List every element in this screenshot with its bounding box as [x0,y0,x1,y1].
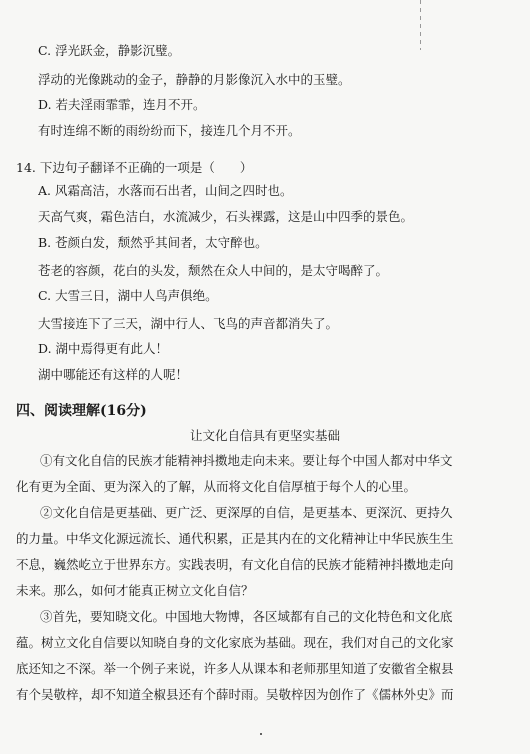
paragraph-line: 的力量。中华文化源远流长、通代积累，正是其内在的文化精神让中华民族生生 [16,531,454,546]
paragraph-line: 底还知之不深。举一个例子来说，许多人从课本和老师那里知道了安徽省全椒县 [16,661,454,676]
paragraph-line: ②文化自信是更基础、更广泛、更深厚的自信，是更基本、更深沉、更持久 [40,505,453,520]
q14-stem: 14. 下边句子翻译不正确的一项是（ ） [16,160,253,175]
q14-option-a: A. 风霜高洁，水落而石出者，山间之四时也。 [38,183,293,198]
q13-option-d: D. 若夫淫雨霏霏，连月不开。 [38,97,206,112]
article-title: 让文化自信具有更坚实基础 [189,428,340,443]
paragraph-line: 化有更为全面、更为深入的了解，从而将文化自信厚植于每个人的心里。 [16,479,417,494]
q14-option-b-translation: 苍老的容颜，花白的头发，颓然在众人中间的，是太守喝醉了。 [38,263,389,278]
paragraph-line: ③首先，要知晓文化。中国地大物博，各区域都有自己的文化特色和文化底 [40,609,453,624]
q14-option-d-translation: 湖中哪能还有这样的人呢！ [38,367,189,382]
paragraph-line: 蕴。树立文化自信要以知晓自身的文化家底为基础。现在，我们对自己的文化家 [16,635,454,650]
q13-option-d-translation: 有时连绵不断的雨纷纷而下，接连几个月不开。 [38,123,301,138]
paragraph-line: ①有文化自信的民族才能精神抖擞地走向未来。要让每个中国人都对中华文 [40,453,453,468]
q14-option-d: D. 湖中焉得更有此人！ [38,341,169,356]
paragraph-line: 有个吴敬梓，却不知道全椒县还有个薛时雨。吴敬梓因为创作了《儒林外史》而 [16,687,454,702]
q13-option-c: C. 浮光跃金，静影沉璧。 [38,43,181,58]
q14-option-b: B. 苍颜白发，颓然乎其间者，太守醉也。 [38,235,268,250]
section-heading: 四、阅读理解(16分) [16,403,147,419]
paragraph-line: 未来。那么，如何才能真正树立文化自信？ [16,583,254,598]
paragraph-line: 不息，巍然屹立于世界东方。实践表明，有文化自信的民族才能精神抖擞地走向 [16,557,454,572]
q14-option-c-translation: 大雪接连下了三天，湖中行人、飞鸟的声音都消失了。 [38,316,339,331]
stray-mark [260,733,262,735]
q14-option-a-translation: 天高气爽，霜色洁白，水流减少，石头裸露，这是山中四季的景色。 [38,209,414,224]
q14-option-c: C. 大雪三日，湖中人鸟声俱绝。 [38,288,218,303]
q13-option-c-translation: 浮动的光像跳动的金子，静静的月影像沉入水中的玉璧。 [38,72,351,87]
